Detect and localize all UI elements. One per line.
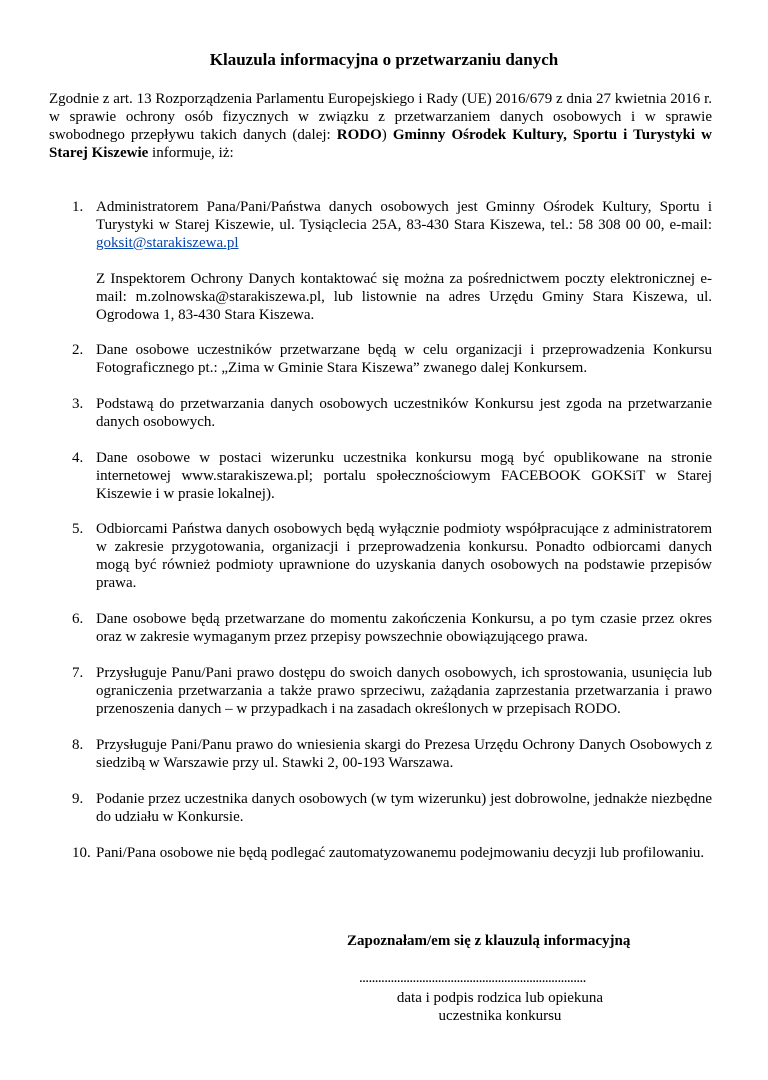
list-item-number: 5. — [72, 521, 84, 537]
acknowledgement-statement: Zapoznałam/em się z klauzulą informacyjną — [347, 933, 631, 949]
list-item-subparagraph: Z Inspektorem Ochrony Danych kontaktować się można za pośrednictwem poczty elektronicznej e-mail: m.zolnowska@starakiszewa.pl, lub listownie na adres Urzędu Gminy Stara Kiszewa, ul. Ogrodowa 1, 83-430 Stara Kiszewa. — [96, 271, 712, 323]
list-item-text: Podanie przez uczestnika danych osobowych (w tym wizerunku) jest dobrowolne, jednakże niezbędne do udziału w Konkursie. — [96, 791, 712, 825]
list-item-number: 1. — [72, 199, 84, 215]
signature-caption — [360, 989, 640, 1025]
list-item-text: Przysługuje Pani/Panu prawo do wniesienia skargi do Prezesa Urzędu Ochrony Danych Osobowych z siedzibą w Warszawie przy ul. Stawki 2, 00-193 Warszawa. — [96, 737, 712, 771]
list-item-number: 4. — [72, 450, 84, 466]
list-item-number: 9. — [72, 791, 84, 807]
list-item-3 — [72, 395, 712, 431]
list-item-9 — [72, 790, 712, 826]
list-item-number: 10. — [72, 845, 91, 861]
list-item-number: 6. — [72, 611, 84, 627]
list-item-number: 3. — [72, 396, 84, 412]
intro-organization: Gminny Ośrodek Kultury, Sportu i Turystyki w Starej Kiszewie — [49, 127, 713, 161]
list-item-text: Przysługuje Panu/Pani prawo dostępu do swoich danych osobowych, ich sprostowania, usunięcia lub ograniczenia przetwarzania a także prawo sprzeciwu, zażądania zaprzestania przetwarzania i prawo przenoszenia danych – w przypadkach i na zasadach określonych w przepisach RODO. — [96, 665, 712, 717]
list-item-number: 7. — [72, 665, 84, 681]
signature-line: ........................................................................ — [359, 970, 586, 986]
list-item-2 — [72, 341, 712, 377]
list-item-10 — [72, 844, 712, 862]
list-item-text: Podstawą do przetwarzania danych osobowych uczestników Konkursu jest zgoda na przetwarzanie danych osobowych. — [96, 396, 712, 430]
list-item-text: Dane osobowe w postaci wizerunku uczestnika konkursu mogą być opublikowane na stronie internetowej www.starakiszewa.pl; portalu społecznościowym FACEBOOK GOKSiT w Starej Kiszewie i w prasie lokalnej). — [96, 450, 712, 502]
list-item-number: 8. — [72, 737, 84, 753]
intro-rodo: RODO — [336, 127, 382, 143]
signature-caption-line-2: uczestnika konkursu — [438, 1008, 562, 1024]
list-item-4 — [72, 449, 712, 503]
administrator-email-link[interactable]: goksit@starakiszewa.pl — [96, 235, 239, 251]
list-item-number: 2. — [72, 342, 84, 358]
intro-text-after: informuje, iż: — [148, 145, 234, 161]
list-item-8 — [72, 736, 712, 772]
list-item-1 — [72, 198, 712, 324]
list-item-6 — [72, 610, 712, 646]
intro-text: Zgodnie z art. 13 Rozporządzenia Parlamentu Europejskiego i Rady (UE) 2016/679 z dnia 27 kwietnia 2016 r. w sprawie ochrony osób fizycznych w związku z przetwarzaniem danych osobowych i w sprawie swobodnego przepływu takich danych (dalej: — [49, 91, 712, 143]
list-item-text: Administratorem Pana/Pani/Państwa danych osobowych jest Gminny Ośrodek Kultury, Sportu i Turystyki w Starej Kiszewie, ul. Tysiąclecia 25A, 83-430 Stara Kiszewa, tel.: 58 308 00 00, e-mail: — [96, 199, 712, 233]
intro-text-between: ) — [381, 127, 393, 143]
list-item-text: Dane osobowe uczestników przetwarzane będą w celu organizacji i przeprowadzenia Konkursu Fotograficznego pt.: „Zima w Gminie Stara Kiszewa” zwanego dalej Konkursem. — [96, 342, 712, 376]
list-item-7 — [72, 664, 712, 718]
intro-paragraph — [49, 90, 712, 162]
document-title: Klauzula informacyjna o przetwarzaniu danych — [209, 50, 559, 69]
list-item-5 — [72, 520, 712, 592]
list-item-text: Pani/Pana osobowe nie będą podlegać zautomatyzowanemu podejmowaniu decyzji lub profilowaniu. — [96, 845, 705, 861]
list-item-text: Odbiorcami Państwa danych osobowych będą wyłącznie podmioty współpracujące z administratorem w zakresie przygotowania, organizacji i przeprowadzenia konkursu. Ponadto odbiorcami danych mogą być również podmioty uprawnione do uzyskania danych osobowych na podstawie przepisów prawa. — [96, 521, 712, 591]
list-item-text: Dane osobowe będą przetwarzane do momentu zakończenia Konkursu, a po tym czasie przez okres oraz w zakresie wymaganym przez przepisy powszechnie obowiązującego prawa. — [96, 611, 712, 645]
signature-caption-line-1: data i podpis rodzica lub opiekuna — [396, 990, 604, 1006]
